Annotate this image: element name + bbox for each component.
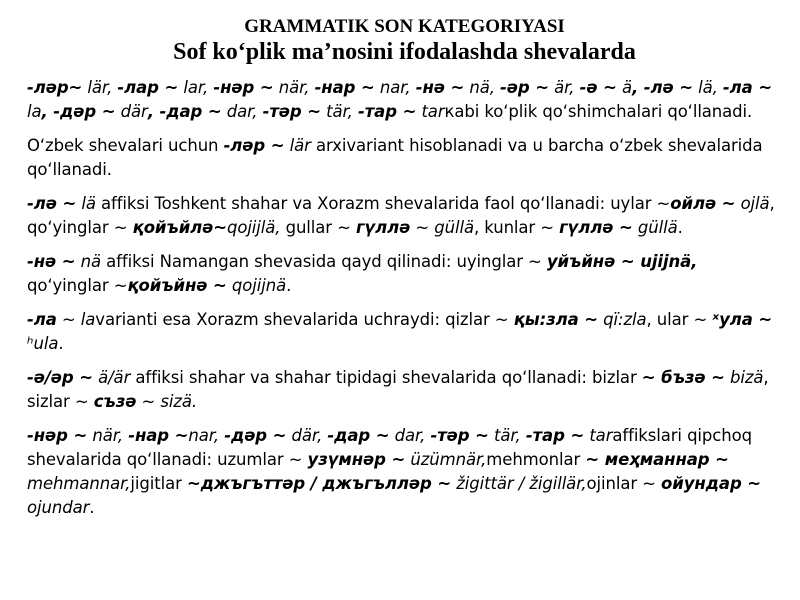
text-run: съзә bbox=[93, 392, 137, 411]
text-run: -әр ~ bbox=[500, 78, 549, 97]
text-run: -тәр ~ bbox=[262, 102, 321, 121]
text-run: , kunlar ~ bbox=[473, 218, 560, 237]
text-run: ойундар ~ bbox=[661, 474, 762, 493]
text-run: tar bbox=[416, 102, 445, 121]
text-run: där bbox=[115, 102, 148, 121]
text-run: қойъйнә ~ bbox=[127, 276, 227, 295]
text-run: -тар ~ bbox=[525, 426, 585, 445]
text-run: -лә ~ bbox=[27, 194, 77, 213]
text-run: där, bbox=[286, 426, 328, 445]
text-run: nar, bbox=[374, 78, 416, 97]
text-run: ojundar bbox=[27, 498, 90, 517]
text-run: gullar ~ bbox=[280, 218, 356, 237]
text-run: ~ меҳманнар ~ bbox=[585, 450, 729, 469]
text-run: ä/är bbox=[92, 368, 131, 387]
paragraph-4 bbox=[27, 250, 782, 298]
text-run: -нар ~ bbox=[314, 78, 375, 97]
text-run: -ләр ~ bbox=[223, 136, 285, 155]
text-run: -нәр ~ bbox=[213, 78, 274, 97]
text-run: ~джъгъттәр / джъгълләр ~ bbox=[186, 474, 452, 493]
text-run: affiksi Toshkent shahar va Xorazm shevalarida faol qo‘llanadi: uylar ~ bbox=[95, 194, 671, 213]
text-run: -дар ~ bbox=[327, 426, 390, 445]
text-run: -ләр~ bbox=[27, 78, 83, 97]
paragraph-7 bbox=[27, 424, 782, 520]
text-run: -нә ~ bbox=[415, 78, 465, 97]
text-run: , -дәр ~ bbox=[41, 102, 116, 121]
text-run: varianti esa Xorazm shevalarida uchraydi: qizlar ~ bbox=[95, 310, 514, 329]
paragraph-3 bbox=[27, 192, 782, 240]
text-run: nä bbox=[75, 252, 102, 271]
text-run: ʰula bbox=[27, 334, 59, 353]
text-run: la bbox=[80, 310, 96, 329]
text-run: . bbox=[89, 498, 95, 517]
text-run: , qo‘yinglar ~ bbox=[27, 194, 775, 237]
text-run: när, bbox=[87, 426, 129, 445]
text-run: ойлә ~ bbox=[670, 194, 736, 213]
text-run: nar, bbox=[188, 426, 225, 445]
text-run: ojinlar ~ bbox=[586, 474, 662, 493]
text-run: . bbox=[58, 334, 64, 353]
text-run: -ла bbox=[27, 310, 57, 329]
text-run: кabi ko‘plik qo‘shimchalari qo‘llanadi. bbox=[444, 102, 753, 121]
paragraph-5 bbox=[27, 308, 782, 356]
text-run: . bbox=[677, 218, 683, 237]
text-run: lär, bbox=[82, 78, 118, 97]
text-run: güllä bbox=[434, 218, 474, 237]
text-run: qojijnä bbox=[226, 276, 287, 295]
text-run: dar, bbox=[221, 102, 263, 121]
text-run: . bbox=[286, 276, 292, 295]
text-run: , -дар ~ bbox=[147, 102, 222, 121]
text-run: dar, bbox=[389, 426, 431, 445]
text-run: lar, bbox=[178, 78, 214, 97]
paragraph-6 bbox=[27, 366, 782, 414]
text-run: mehmannar, bbox=[27, 474, 131, 493]
text-run: -дәр ~ bbox=[224, 426, 287, 445]
paragraph-1 bbox=[27, 76, 782, 124]
paragraph-2 bbox=[27, 134, 782, 182]
text-run: tär, bbox=[320, 102, 358, 121]
text-run: üzümnär, bbox=[405, 450, 487, 469]
text-run: ~ bbox=[56, 310, 81, 329]
text-run: ~ bbox=[136, 392, 161, 411]
text-run: -ә ~ bbox=[579, 78, 617, 97]
text-run: qo‘yinglar ~ bbox=[27, 276, 128, 295]
text-run: jigitlar bbox=[130, 474, 187, 493]
text-run: қы:зла ~ bbox=[513, 310, 598, 329]
text-run: ä bbox=[616, 78, 632, 97]
text-run: -лар ~ bbox=[117, 78, 179, 97]
text-run: arxivariant hisoblanadi va u barcha o‘zbek shevalarida qo‘llanadi. bbox=[27, 136, 763, 179]
text-run: är, bbox=[548, 78, 580, 97]
text-run: qojijlä, bbox=[226, 218, 281, 237]
text-run: nä, bbox=[464, 78, 501, 97]
text-run: -ла ~ bbox=[722, 78, 773, 97]
text-run: affiksi shahar va shahar tipidagi shevalarida qo‘llanadi: bizlar bbox=[130, 368, 642, 387]
text-run: ujijnä, bbox=[634, 252, 698, 271]
text-run: -тәр ~ bbox=[430, 426, 489, 445]
text-run: -ә/әр ~ bbox=[27, 368, 93, 387]
text-run: , sizlar ~ bbox=[27, 368, 769, 411]
text-run: tar bbox=[584, 426, 613, 445]
text-run: ~ bbox=[410, 218, 435, 237]
text-run: , -лә ~ bbox=[631, 78, 693, 97]
text-run: güllä bbox=[632, 218, 678, 237]
text-run: mehmonlar bbox=[486, 450, 586, 469]
text-run: lär bbox=[284, 136, 311, 155]
text-run: qï:zla bbox=[597, 310, 647, 329]
text-run: ~ бъзә ~ bbox=[641, 368, 725, 387]
text-run: lä bbox=[76, 194, 96, 213]
text-run: ojlä bbox=[735, 194, 770, 213]
text-run: žigittär / žigillär, bbox=[451, 474, 587, 493]
text-run: , bbox=[304, 78, 315, 97]
text-run: tär, bbox=[488, 426, 526, 445]
text-run: -нәр ~ bbox=[27, 426, 88, 445]
text-run: lä, bbox=[692, 78, 723, 97]
text-run: la bbox=[27, 102, 42, 121]
page-title: GRAMMATIK SON KATEGORIYASI bbox=[244, 16, 565, 37]
text-run: ˣула ~ bbox=[712, 310, 773, 329]
text-run: қойъйлә~ bbox=[132, 218, 227, 237]
page-subtitle: Sof ko‘plik ma’nosini ifodalashda shevalarda bbox=[173, 39, 636, 65]
text-run: , ular ~ bbox=[646, 310, 713, 329]
text-run: гүллә bbox=[355, 218, 411, 237]
text-run: -нар ~ bbox=[128, 426, 189, 445]
text-run: O‘zbek shevalari uchun bbox=[27, 136, 224, 155]
text-run: bizä bbox=[724, 368, 764, 387]
text-run: affikslari qipchoq shevalarida qo‘llanadi: uzumlar ~ bbox=[27, 426, 752, 469]
text-run: när bbox=[273, 78, 305, 97]
text-run: affiksi Namangan shevasida qayd qilinadi: uyinglar ~ bbox=[101, 252, 547, 271]
text-run: гүллә ~ bbox=[559, 218, 633, 237]
text-run: узүмнәр ~ bbox=[307, 450, 406, 469]
text-run: уйъйнә ~ bbox=[546, 252, 635, 271]
text-run: -нә ~ bbox=[27, 252, 76, 271]
text-run: sizä. bbox=[160, 392, 198, 411]
text-run: -тар ~ bbox=[357, 102, 417, 121]
